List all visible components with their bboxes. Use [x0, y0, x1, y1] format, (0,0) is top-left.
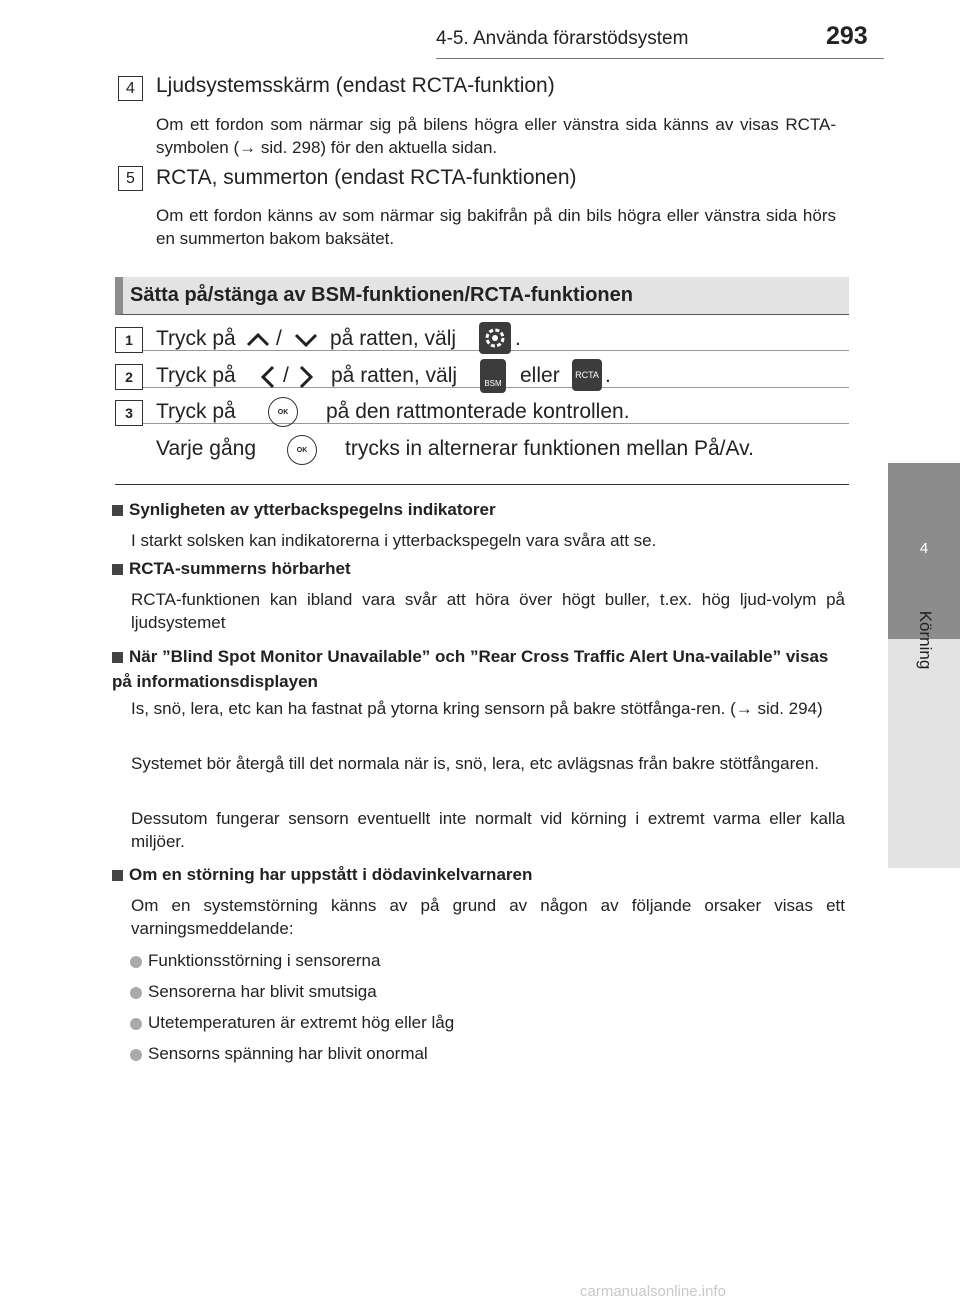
square-bullet-icon: [112, 505, 123, 516]
step-1-text-mid: på ratten, välj: [330, 327, 457, 350]
chevron-up-icon: [244, 330, 272, 350]
list-item: Sensorns spänning har blivit onormal: [130, 1042, 844, 1065]
ok-button-icon: OK: [287, 435, 317, 465]
chevron-right-icon: [296, 363, 316, 391]
list-item: Sensorerna har blivit smutsiga: [130, 980, 844, 1003]
header-divider: [436, 58, 884, 59]
item-body-5: Om ett fordon känns av som närmar sig bakifrån på din bils högra eller vänstra sida hörs en summerton bakom baksätet.: [156, 206, 836, 248]
item-title-4: Ljudsystemsskärm (endast RCTA-funktion): [156, 74, 555, 97]
note-heading: Om en störning har uppstått i dödavinkelvarnaren: [112, 865, 532, 885]
note-paragraph: I starkt solsken kan indikatorerna i ytterbackspegeln vara svåra att se.: [131, 531, 657, 550]
chevron-down-icon: [292, 330, 320, 350]
note-paragraph: RCTA-funktionen kan ibland vara svår att höra över högt buller, t.ex. hög ljud-volym på ljudsystemet: [131, 590, 845, 632]
step-number-3: 3: [115, 400, 143, 426]
square-bullet-icon: [112, 564, 123, 575]
list-item: Utetemperaturen är extremt hög eller låg: [130, 1011, 844, 1034]
round-bullet-icon: [130, 956, 142, 968]
rcta-icon: RCTA: [572, 359, 602, 391]
step-2-text-end: .: [605, 364, 611, 387]
callout-4: 4: [118, 76, 143, 101]
note-paragraph: Dessutom fungerar sensorn eventuellt inte normalt vid körning i extremt varma eller kalla miljöer.: [131, 809, 845, 851]
note-heading: Synligheten av ytterbackspegelns indikatorer: [112, 500, 496, 520]
step-1-text-start: Tryck på: [156, 327, 236, 350]
round-bullet-icon: [130, 1049, 142, 1061]
note-paragraph: Is, snö, lera, etc kan ha fastnat på ytorna kring sensorn på bakre stötfånga-ren. (→ sid. 294): [131, 699, 823, 718]
step-2-text-start: Tryck på: [156, 364, 236, 387]
note-paragraph: Systemet bör återgå till det normala när is, snö, lera, etc avlägsnas från bakre stötfångaren.: [131, 754, 819, 773]
step-number-2: 2: [115, 364, 143, 390]
ok-button-icon: OK: [268, 397, 298, 427]
round-bullet-icon: [130, 987, 142, 999]
step-note-end: trycks in alternerar funktionen mellan På/Av.: [345, 437, 754, 460]
gear-icon: [479, 322, 511, 354]
item-title-5: RCTA, summerton (endast RCTA-funktionen): [156, 166, 577, 189]
item-body-4: Om ett fordon som närmar sig på bilens högra eller vänstra sida känns av visas RCTA-symbolen (→ sid. 298) för den aktuella sidan.: [156, 115, 836, 157]
callout-5: 5: [118, 166, 143, 191]
chevron-left-icon: [258, 363, 278, 391]
square-bullet-icon: [112, 652, 123, 663]
list-item: Funktionsstörning i sensorerna: [130, 949, 844, 972]
chapter-number: 4: [919, 540, 929, 557]
step-3-text-end: på den rattmonterade kontrollen.: [326, 400, 630, 423]
watermark: carmanualsonline.info: [580, 1283, 726, 1300]
step-2-text-mid: på ratten, välj: [331, 364, 458, 387]
section-title: 4-5. Använda förarstödsystem: [436, 28, 689, 49]
step-3-text-start: Tryck på: [156, 400, 236, 423]
step-1-separator: /: [276, 327, 282, 350]
round-bullet-icon: [130, 1018, 142, 1030]
square-bullet-icon: [112, 870, 123, 881]
section-banner-title: Sätta på/stänga av BSM-funktionen/RCTA-funktionen: [130, 284, 633, 306]
step-note-start: Varje gång: [156, 437, 257, 460]
page-number: 293: [826, 22, 868, 50]
note-heading: RCTA-summerns hörbarhet: [112, 559, 351, 579]
bsm-icon: BSM: [480, 359, 506, 393]
chapter-label: Körning: [916, 610, 935, 670]
section-divider: [115, 484, 849, 485]
step-2-text-or: eller: [520, 364, 560, 387]
step-1-text-end: .: [515, 327, 521, 350]
step-2-separator: /: [283, 364, 289, 387]
note-paragraph: Om en systemstörning känns av på grund av någon av följande orsaker visas ett varningsmeddelande:: [131, 896, 845, 938]
note-heading: När ”Blind Spot Monitor Unavailable” och ”Rear Cross Traffic Alert Una-vailable” visas på informationsdisplayen: [112, 647, 829, 691]
step-number-1: 1: [115, 327, 143, 353]
